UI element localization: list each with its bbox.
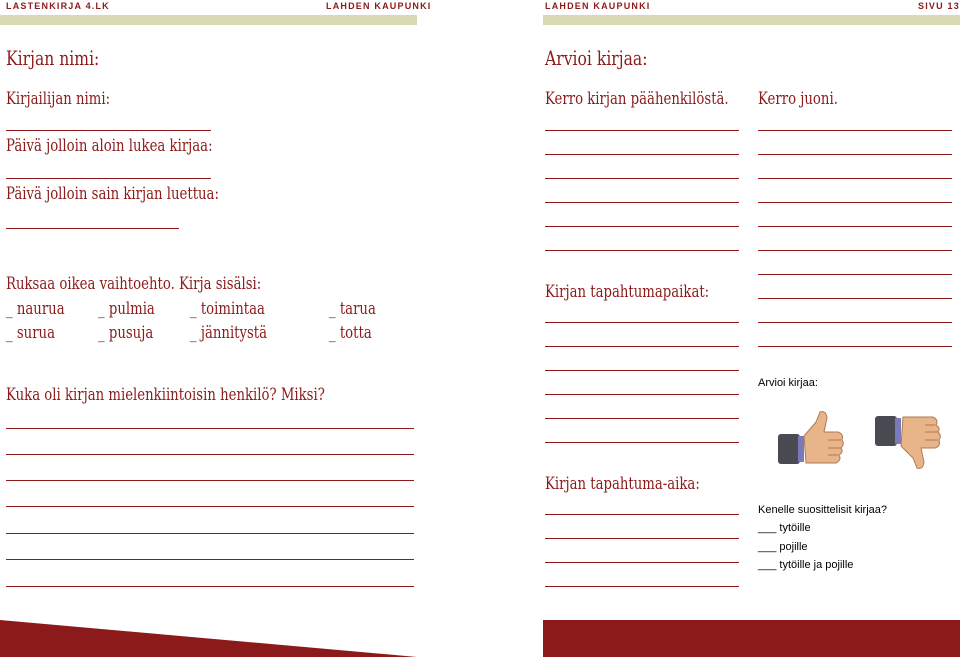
plot-label: Kerro juoni. — [758, 89, 838, 109]
time-line[interactable] — [545, 562, 739, 563]
recommend-option-boys[interactable]: ___ pojille — [758, 541, 808, 553]
places-line[interactable] — [545, 442, 739, 443]
time-line[interactable] — [545, 514, 739, 515]
time-label: Kirjan tapahtuma-aika: — [545, 474, 700, 494]
header-left-org: LAHDEN KAUPUNKI — [326, 1, 432, 11]
plot-line[interactable] — [758, 298, 952, 299]
answer-line[interactable] — [6, 454, 414, 455]
answer-line[interactable] — [6, 506, 414, 507]
time-line[interactable] — [545, 586, 739, 587]
places-line[interactable] — [545, 346, 739, 347]
places-line[interactable] — [545, 370, 739, 371]
option-pusuja[interactable]: _ pusuja — [98, 323, 154, 343]
answer-line[interactable] — [6, 480, 414, 481]
end-date-label: Päivä jolloin sain kirjan luettua: — [6, 184, 219, 204]
option-jannitysta[interactable]: _ jännitystä — [190, 323, 268, 343]
header-bar-right — [543, 15, 960, 25]
places-line[interactable] — [545, 418, 739, 419]
start-date-line[interactable] — [6, 178, 211, 179]
recommend-question: Kenelle suosittelisit kirjaa? — [758, 504, 888, 516]
header-left-title: LASTENKIRJA 4.LK — [6, 1, 110, 11]
main-character-line[interactable] — [545, 130, 739, 131]
plot-line[interactable] — [758, 178, 952, 179]
main-character-line[interactable] — [545, 250, 739, 251]
footer-band-left — [0, 620, 417, 657]
recommend-option-girls[interactable]: ___ tytöille — [758, 522, 811, 534]
plot-line[interactable] — [758, 154, 952, 155]
option-toimintaa[interactable]: _ toimintaa — [190, 299, 265, 319]
answer-line[interactable] — [6, 428, 414, 429]
header-right-org: LAHDEN KAUPUNKI — [545, 1, 651, 11]
plot-line[interactable] — [758, 202, 952, 203]
thumbs-down-icon[interactable] — [873, 412, 943, 474]
time-line[interactable] — [545, 538, 739, 539]
places-line[interactable] — [545, 322, 739, 323]
thumbs-up-icon[interactable] — [776, 408, 846, 470]
places-label: Kirjan tapahtumapaikat: — [545, 282, 710, 302]
answer-line[interactable] — [6, 586, 414, 587]
author-line[interactable] — [6, 130, 211, 131]
main-character-line[interactable] — [545, 226, 739, 227]
plot-line[interactable] — [758, 274, 952, 275]
answer-line[interactable] — [6, 533, 414, 534]
evaluate-title: Arvioi kirjaa: — [545, 46, 648, 70]
option-pulmia[interactable]: _ pulmia — [98, 299, 155, 319]
end-date-line[interactable] — [6, 228, 179, 229]
answer-line[interactable] — [6, 559, 414, 560]
main-character-label: Kerro kirjan päähenkilöstä. — [545, 89, 729, 109]
footer-band-right — [543, 620, 960, 657]
option-surua[interactable]: _ surua — [6, 323, 55, 343]
book-name-label: Kirjan nimi: — [6, 46, 100, 70]
option-totta[interactable]: _ totta — [329, 323, 372, 343]
plot-line[interactable] — [758, 130, 952, 131]
main-character-line[interactable] — [545, 178, 739, 179]
option-naurua[interactable]: _ naurua — [6, 299, 65, 319]
places-line[interactable] — [545, 394, 739, 395]
recommend-option-both[interactable]: ___ tytöille ja pojille — [758, 559, 854, 571]
choose-label: Ruksaa oikea vaihtoehto. Kirja sisälsi: — [6, 274, 262, 294]
plot-line[interactable] — [758, 322, 952, 323]
rating-label: Arvioi kirjaa: — [758, 377, 818, 389]
author-label: Kirjailijan nimi: — [6, 89, 111, 109]
option-tarua[interactable]: _ tarua — [329, 299, 376, 319]
header-page-number: SIVU 13 — [918, 1, 960, 11]
main-character-line[interactable] — [545, 202, 739, 203]
interesting-person-question: Kuka oli kirjan mielenkiintoisin henkilö? Miksi? — [6, 385, 325, 405]
main-character-line[interactable] — [545, 154, 739, 155]
plot-line[interactable] — [758, 226, 952, 227]
plot-line[interactable] — [758, 346, 952, 347]
header-bar-left — [0, 15, 417, 25]
start-date-label: Päivä jolloin aloin lukea kirjaa: — [6, 136, 213, 156]
plot-line[interactable] — [758, 250, 952, 251]
